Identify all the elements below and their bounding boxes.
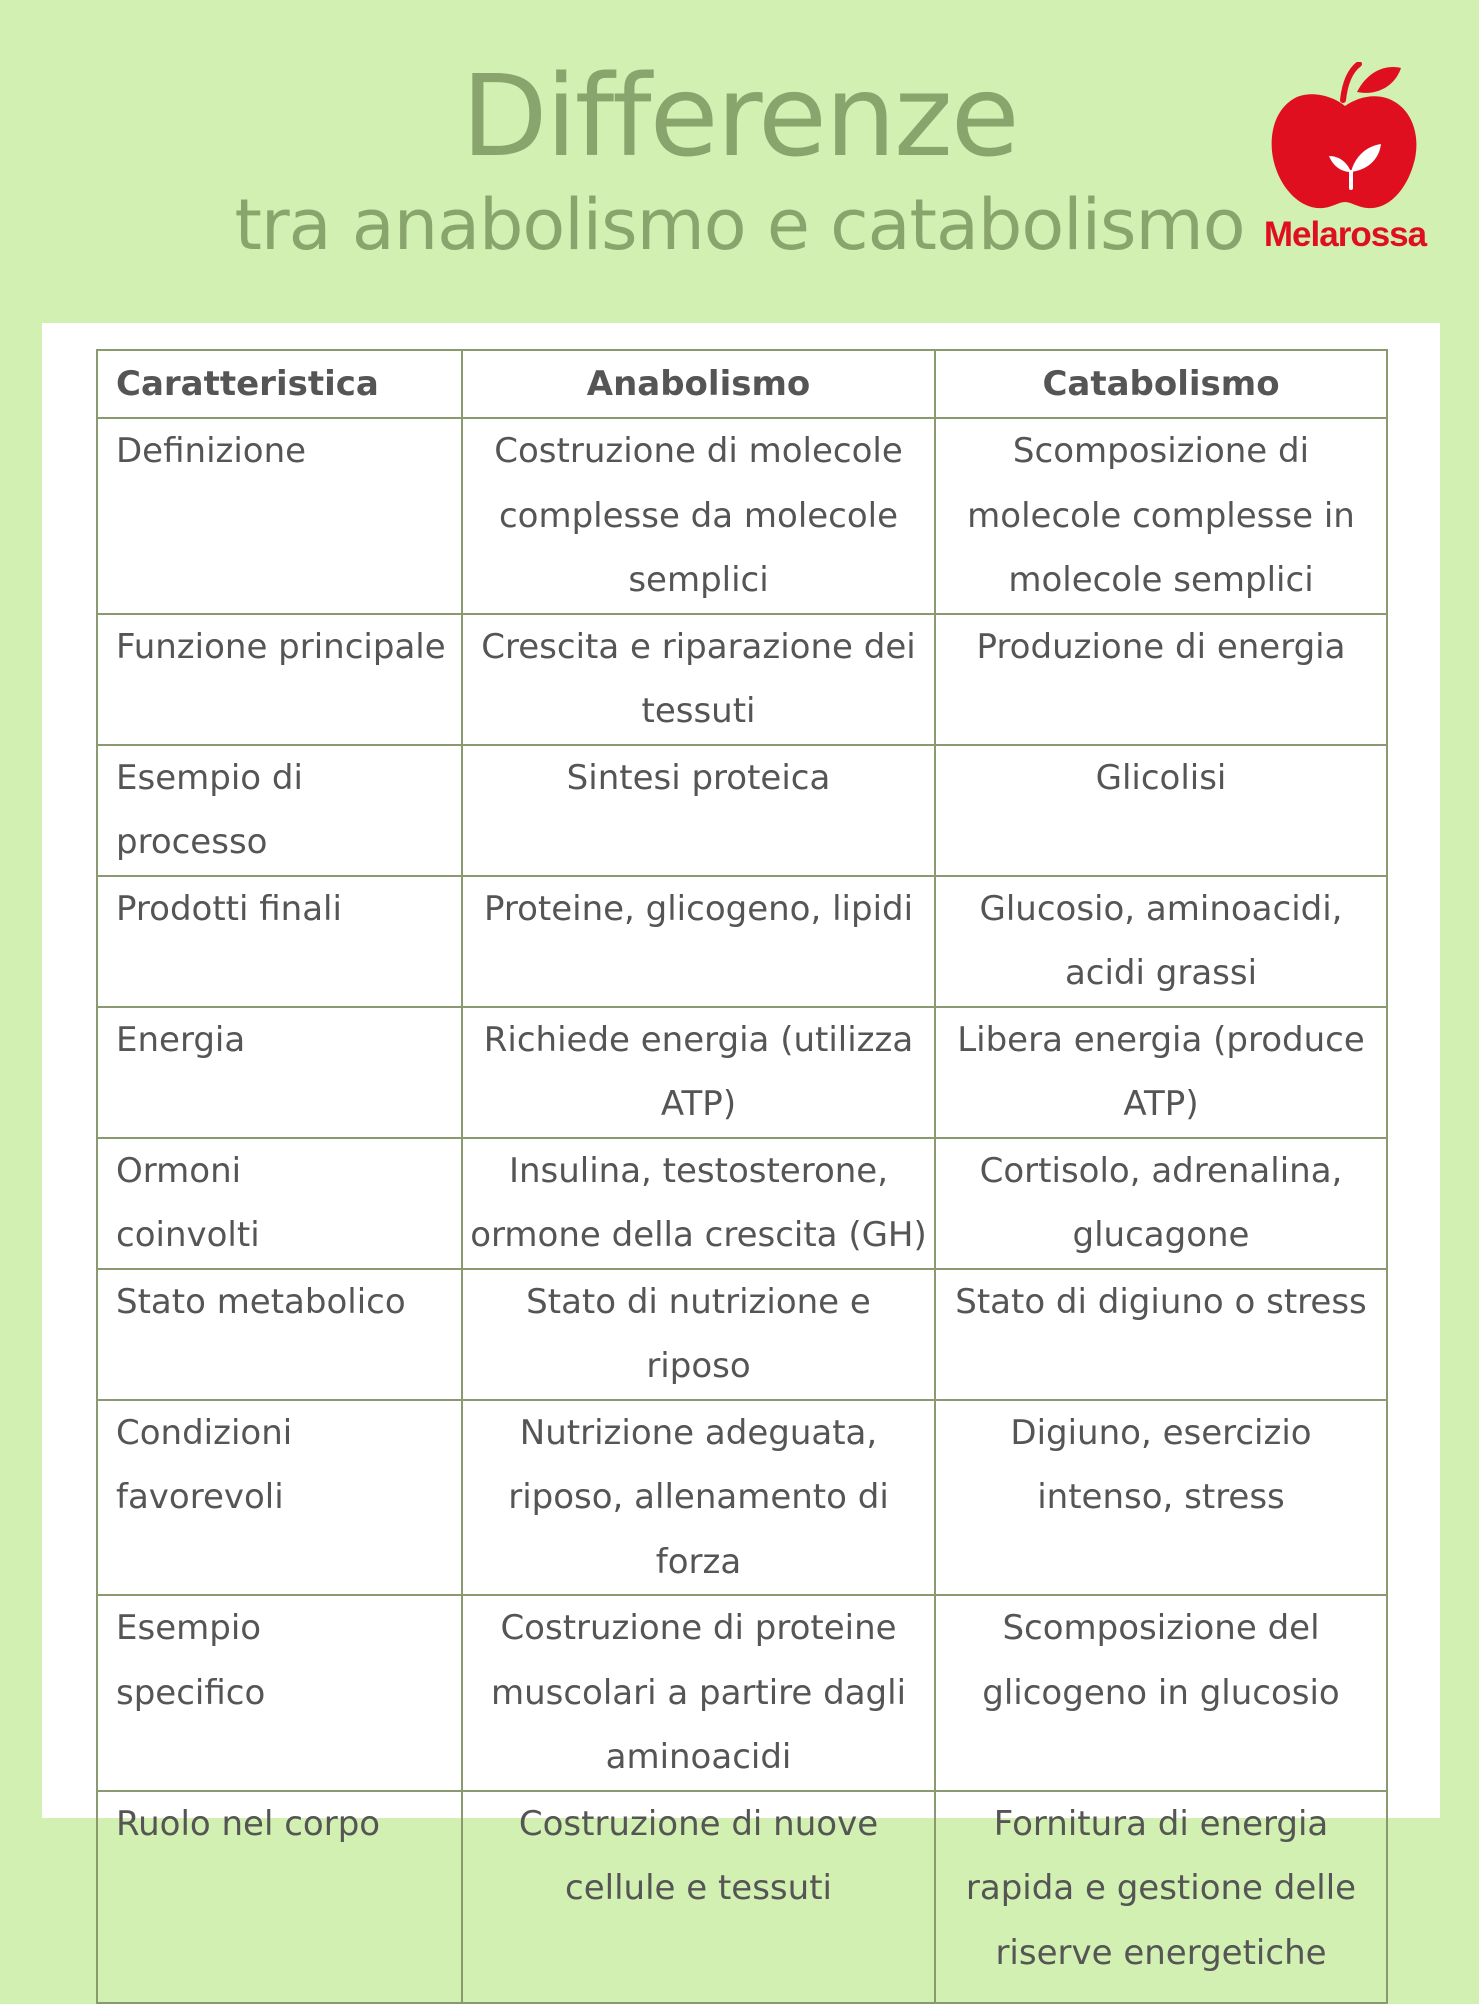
catabolismo-cell: Cortisolo, adrenalina, glucagone (935, 1138, 1387, 1269)
table-row (97, 614, 1387, 745)
anabolismo-cell: Costruzione di nuove cellule e tessuti (462, 1791, 935, 2003)
page-title: Differenze (461, 52, 1018, 182)
anabolismo-cell: Costruzione di molecole complesse da molecole semplici (462, 418, 935, 614)
table-row (97, 1791, 1387, 2003)
table-row (97, 1400, 1387, 1596)
catabolismo-cell: Scomposizione di molecole complesse in molecole semplici (935, 418, 1387, 614)
table-row (97, 876, 1387, 1007)
row-label: Ruolo nel corpo (97, 1791, 462, 2003)
table-row (97, 418, 1387, 614)
anabolismo-cell: Insulina, testosterone, ormone della crescita (GH) (462, 1138, 935, 1269)
table-row (97, 1007, 1387, 1138)
anabolismo-cell: Stato di nutrizione e riposo (462, 1269, 935, 1400)
table-row (97, 1595, 1387, 1791)
catabolismo-cell: Stato di digiuno o stress (935, 1269, 1387, 1400)
anabolismo-cell: Richiede energia (utilizza ATP) (462, 1007, 935, 1138)
row-label: Esempio di processo (97, 745, 462, 876)
catabolismo-cell: Fornitura di energia rapida e gestione delle riserve energetiche (935, 1791, 1387, 2003)
row-label: Energia (97, 1007, 462, 1138)
brand-logo[interactable] (1255, 62, 1435, 262)
table-row (97, 745, 1387, 876)
row-label: Prodotti finali (97, 876, 462, 1007)
row-label: Condizioni favorevoli (97, 1400, 462, 1596)
anabolismo-cell: Sintesi proteica (462, 745, 935, 876)
page-subtitle: tra anabolismo e catabolismo (234, 184, 1245, 266)
row-label: Funzione principale (97, 614, 462, 745)
table-row (97, 1269, 1387, 1400)
catabolismo-cell: Produzione di energia (935, 614, 1387, 745)
row-label: Stato metabolico (97, 1269, 462, 1400)
comparison-table (96, 349, 1388, 2004)
table-header-row (97, 350, 1387, 418)
catabolismo-cell: Glucosio, aminoacidi, acidi grassi (935, 876, 1387, 1007)
anabolismo-cell: Costruzione di proteine muscolari a partire dagli aminoacidi (462, 1595, 935, 1791)
catabolismo-cell: Glicolisi (935, 745, 1387, 876)
anabolismo-cell: Crescita e riparazione dei tessuti (462, 614, 935, 745)
anabolismo-cell: Nutrizione adeguata, riposo, allenamento di forza (462, 1400, 935, 1596)
row-label: Ormoni coinvolti (97, 1138, 462, 1269)
column-header-anabolismo: Anabolismo (462, 350, 935, 418)
brand-logo-text: Melarossa (1263, 215, 1427, 254)
row-label: Esempio specifico (97, 1595, 462, 1791)
row-label: Definizione (97, 418, 462, 614)
catabolismo-cell: Scomposizione del glicogeno in glucosio (935, 1595, 1387, 1791)
comparison-card (42, 323, 1440, 1973)
anabolismo-cell: Proteine, glicogeno, lipidi (462, 876, 935, 1007)
column-header-catabolismo: Catabolismo (935, 350, 1387, 418)
catabolismo-cell: Libera energia (produce ATP) (935, 1007, 1387, 1138)
table-row (97, 1138, 1387, 1269)
catabolismo-cell: Digiuno, esercizio intenso, stress (935, 1400, 1387, 1596)
header (0, 0, 1479, 320)
column-header-caratteristica: Caratteristica (97, 350, 462, 418)
apple-icon (1255, 62, 1435, 212)
